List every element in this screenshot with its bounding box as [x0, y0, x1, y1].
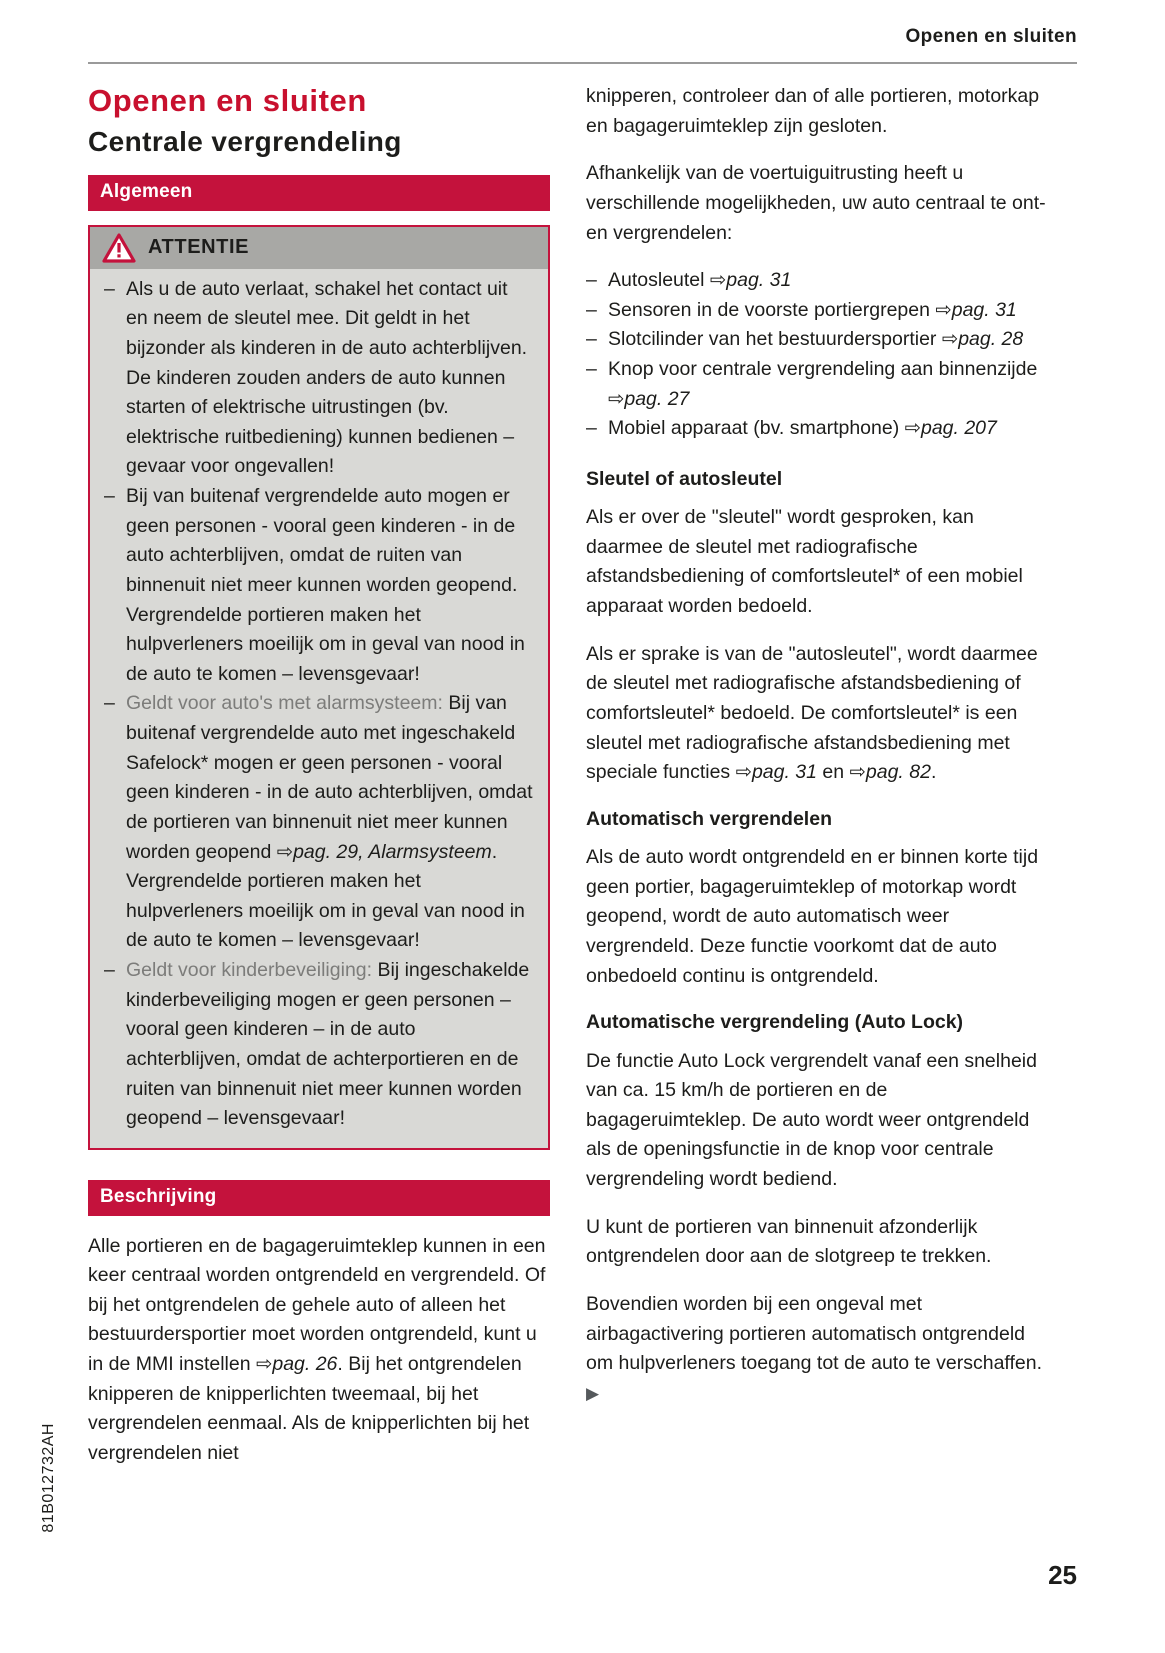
attention-header — [90, 227, 548, 269]
cross-reference-arrow-icon: ⇨ — [256, 1353, 273, 1376]
auto-lock-text-3: Bovendien worden bij een ongeval met airbagactivering portieren automatisch ontgrendeld om hulpverleners toegang tot de auto te verschaffen. — [586, 1292, 1043, 1375]
list-item — [586, 296, 1048, 326]
sleutel-text: Als er sprake is van de "autosleutel", wordt daarmee de sleutel met radiografische afstandsbediening of comfortsleutel* bedoeld. De comfortsleutel* is een sleutel met radiografische afstandsbediening met speciale functies — [586, 642, 1038, 784]
option-label: Knop voor centrale vergrendeling aan binnenzijde — [608, 358, 1038, 380]
auto-lock-paragraph-3 — [586, 1290, 1048, 1409]
section-title: Centrale vergrendeling — [88, 126, 402, 158]
cross-reference-arrow-icon: ⇨ — [849, 761, 866, 784]
cross-reference[interactable]: pag. 26 — [272, 1353, 338, 1376]
attention-item-text: Bij ingeschakelde kinderbeveiliging mogen er geen personen – vooral geen kinderen – in de auto achterblijven, omdat de achterportieren en de ruiten van binnenuit niet meer kunnen worden geopend – levensgevaar! — [126, 959, 530, 1130]
cross-reference-arrow-icon: ⇨ — [735, 761, 752, 784]
list-item — [586, 266, 1048, 296]
two-column-layout — [88, 82, 1080, 1482]
chapter-title: Openen en sluiten — [88, 83, 367, 118]
cross-reference[interactable]: pag. 31 — [951, 298, 1017, 321]
warning-triangle-icon — [102, 233, 136, 263]
attention-item-lead: Geldt voor auto's met alarmsysteem: — [126, 692, 443, 715]
cross-reference-arrow-icon: ⇨ — [608, 387, 625, 410]
cross-reference[interactable]: pag. 27 — [624, 387, 690, 410]
attention-body — [90, 269, 548, 1148]
subheading-sleutel: Sleutel of autosleutel — [586, 467, 783, 490]
list-item — [104, 689, 534, 956]
list-item — [586, 414, 1048, 444]
right-column — [586, 82, 1048, 1426]
sleutel-paragraph-1: Als er over de "sleutel" wordt gesproken, kan daarmee de sleutel met radiografische afstandsbediening of comfortsleutel* of een mobiel apparaat worden bedoeld. — [586, 506, 1023, 618]
beschrijving-text: Alle portieren en de bagageruimteklep kunnen in een keer centraal worden ontgrendeld en vergrendeld. Of bij het ontgrendelen de gehele auto of alleen het bestuurdersportier moet worden ontgrendeld, kunt u in de MMI instellen — [88, 1234, 546, 1376]
option-label: Autosleutel — [608, 269, 710, 292]
attention-title: ATTENTIE — [148, 236, 250, 259]
automatisch-vergrendelen-paragraph: Als de auto wordt ontgrendeld en er binnen korte tijd geen portier, bagageruimteklep of motorkap wordt geopend, wordt de auto automatisch weer vergrendeld. Deze functie voorkomt dat de auto onbedoeld continu is ontgrendeld. — [586, 846, 1039, 987]
attention-item-text-cont: . Vergrendelde portieren maken het hulpverleners moeilijk om in geval van nood in de auto te komen – levensgevaar! — [126, 840, 525, 952]
attention-list — [104, 275, 534, 1134]
band-heading-algemeen: Algemeen — [88, 175, 550, 211]
beschrijving-text-cont: . Bij het ontgrendelen knipperen de knipperlichten tweemaal, bij het vergrendelen eenmaal. Als de knipperlichten bij het vergrendelen niet — [88, 1353, 530, 1464]
cross-reference-arrow-icon: ⇨ — [904, 417, 921, 440]
cross-reference[interactable]: pag. 29, Alarmsysteem — [293, 840, 492, 863]
option-label: Slotcilinder van het bestuurdersportier — [608, 328, 942, 351]
attention-item-text: Bij van buitenaf vergrendelde auto mogen er geen personen - vooral geen kinderen - in de auto achterblijven, omdat de ruiten van binnenuit niet meer kunnen worden geopend. Vergrendelde portieren maken het hulpverleners moeilijk om in geval van nood in de auto te komen – levensgevaar! — [126, 485, 525, 685]
list-item — [104, 275, 534, 482]
list-item — [104, 956, 534, 1134]
cross-reference-arrow-icon: ⇨ — [941, 328, 959, 351]
list-item — [586, 325, 1048, 355]
list-item — [586, 355, 1048, 414]
unlock-options-list — [586, 266, 1048, 444]
sleutel-text-mid: en — [817, 761, 850, 784]
cross-reference[interactable]: pag. 28 — [958, 328, 1024, 351]
attention-item-text: Bij van buitenaf vergrendelde auto met ingeschakeld Safelock* mogen er geen personen - vooral geen kinderen - in de auto achterblijven, omdat de portieren van binnenuit niet meer kunnen worden geopend — [126, 692, 533, 863]
left-column — [88, 82, 550, 1487]
attention-item-text: Als u de auto verlaat, schakel het contact uit en neem de sleutel mee. Dit geldt in het bijzonder als kinderen in de auto achterblijven. De kinderen zouden anders de auto kunnen starten of elektrische uitrustingen (bv. elektrische ruitbediening) kunnen bedienen – gevaar voor ongevallen! — [126, 277, 528, 478]
cross-reference[interactable]: pag. 207 — [920, 417, 997, 440]
intro-paragraph-2: Afhankelijk van de voertuiguitrusting heeft u verschillende mogelijkheden, uw auto centraal te ont- en vergrendelen: — [586, 162, 1046, 244]
running-head: Openen en sluiten — [905, 26, 1077, 47]
cross-reference[interactable]: pag. 31 — [751, 761, 817, 784]
band-heading-beschrijving: Beschrijving — [88, 1180, 550, 1216]
subheading-auto-lock: Automatische vergrendeling (Auto Lock) — [586, 1011, 964, 1034]
page-number: 25 — [1048, 1560, 1077, 1590]
option-label: Mobiel apparaat (bv. smartphone) — [608, 417, 905, 440]
attention-item-lead: Geldt voor kinderbeveiliging: — [126, 959, 373, 981]
subheading-automatisch-vergrendelen: Automatisch vergrendelen — [586, 807, 832, 830]
header-divider — [88, 62, 1077, 64]
attention-box — [88, 225, 550, 1150]
sleutel-paragraph-2 — [586, 640, 1048, 788]
cross-reference-arrow-icon: ⇨ — [276, 840, 294, 863]
auto-lock-paragraph-1: De functie Auto Lock vergrendelt vanaf een snelheid van ca. 15 km/h de portieren en de bagageruimteklep. De auto wordt weer ontgrendeld als de openingsfunctie in de knop voor centrale vergrendeling wordt bediend. — [586, 1049, 1037, 1191]
intro-paragraph-1: knipperen, controleer dan of alle portieren, motorkap en bagageruimteklep zijn gesloten. — [586, 85, 1040, 137]
cross-reference-arrow-icon: ⇨ — [709, 269, 727, 292]
auto-lock-paragraph-2: U kunt de portieren van binnenuit afzonderlijk ontgrendelen door aan de slotgreep te trekken. — [586, 1215, 992, 1268]
list-item — [104, 482, 534, 689]
cross-reference-arrow-icon: ⇨ — [935, 298, 952, 321]
cross-reference[interactable]: pag. 82 — [865, 761, 931, 784]
cross-reference[interactable]: pag. 31 — [726, 269, 792, 292]
option-label: Sensoren in de voorste portiergrepen — [608, 298, 936, 321]
continuation-triangle-icon: ▶ — [586, 1383, 600, 1403]
sleutel-text-end: . — [930, 761, 937, 784]
document-id: 81B012732AH — [40, 1423, 57, 1533]
beschrijving-paragraph — [88, 1232, 550, 1469]
